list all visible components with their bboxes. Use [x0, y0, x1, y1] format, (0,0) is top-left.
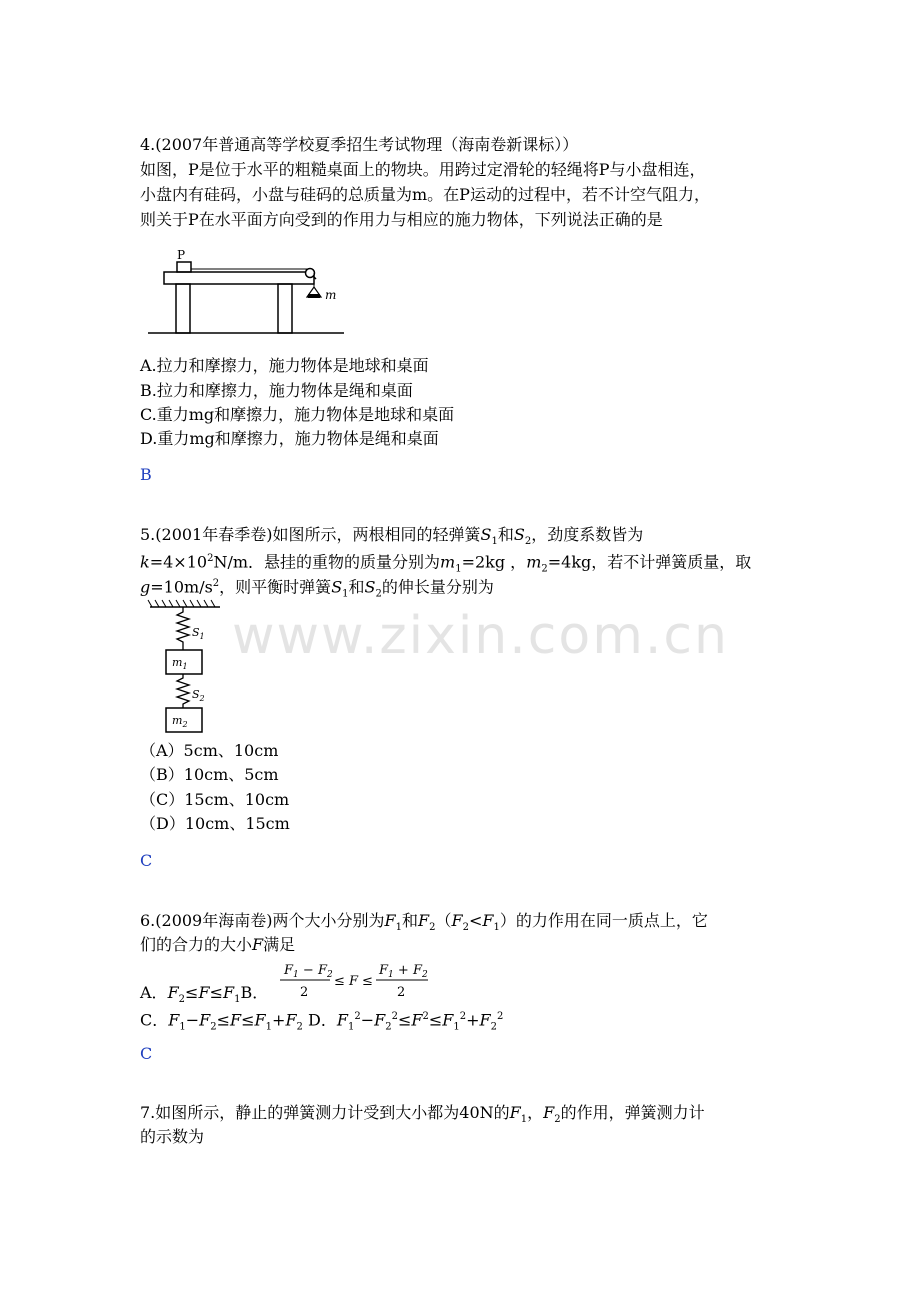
- q5-option-d: （D）10cm、15cm: [140, 814, 290, 833]
- q5-option-a: （A）5cm、10cm: [140, 741, 279, 760]
- svg-text:2: 2: [300, 985, 309, 1000]
- q6-text-line: 们的合力的大小F满足: [140, 935, 296, 954]
- svg-text:F1 + F2: $F_1 + F_2$: [379, 963, 428, 980]
- fig-label-m1: $m_1$: [172, 656, 188, 671]
- q4-text-line: 如图，P是位于水平的粗糙桌面上的物块。用跨过定滑轮的轻绳将P与小盘相连，: [140, 160, 706, 179]
- q7-text-line: 的示数为: [140, 1127, 205, 1146]
- q6-option-cd: C．$F_1-F_2\le F\le F_1+F_2$ D．$F_1^2-F_2^2\le F^2\le F_1^2+F_2^2$: [140, 1010, 504, 1033]
- q4-text-line: 小盘内有硅码，小盘与硅码的总质量为m。在P运动的过程中，若不计空气阻力，: [140, 185, 710, 204]
- q6-option-b-formula: [276, 958, 432, 1002]
- q5-option-b: （B）10cm、5cm: [140, 765, 279, 784]
- svg-text:≤: ≤: [362, 974, 373, 989]
- fig-label-p: P: [177, 248, 186, 262]
- svg-text:F1 − F2: $F_1 - F_2$: [284, 963, 333, 980]
- fig-label-m2: $m_2$: [172, 714, 188, 729]
- q4-answer: B: [140, 465, 152, 484]
- table-pulley-figure: [146, 247, 348, 337]
- watermark: www.zixin.com.cn: [232, 606, 729, 666]
- q5-answer: C: [140, 851, 153, 870]
- q5-option-c: （C）15cm、10cm: [140, 790, 290, 809]
- svg-text:F: F: [349, 974, 359, 989]
- svg-text:2: 2: [397, 985, 406, 1000]
- q6-header: 6.(2009年海南卷)两个大小分别为$F_1$和$F_2(F_2<F_1)$的力作用在同一质点上，它: [140, 911, 708, 934]
- q4-header: 4.(2007年普通高等学校夏季招生考试物理（海南卷新课标））: [140, 135, 579, 154]
- q5-header: 5.(2001年春季卷)如图所示，两根相同的轻弹簧$S_1$和$S_2$，劲度系数皆为: [140, 525, 644, 548]
- q5-text-line: $k=4\times 10^2N/m$．悬挂的重物的质量分别为$m_1=2kg$ ，$m_2=4kg$，若不计弹簧质量，取: [140, 552, 752, 575]
- q4-option-b: B.拉力和摩擦力，施力物体是绳和桌面: [140, 381, 413, 400]
- q6-option-a: A．$F_2\le F\le F_1B$．: [140, 983, 269, 1006]
- q4-text-line: 则关于P在水平面方向受到的作用力与相应的施力物体，下列说法正确的是: [140, 210, 663, 229]
- q6-answer: C: [140, 1044, 153, 1063]
- q4-option-a: A.拉力和摩擦力，施力物体是地球和桌面: [140, 356, 429, 375]
- spring-mass-figure: [146, 598, 230, 734]
- q4-option-c: C.重力mg和摩擦力，施力物体是地球和桌面: [140, 405, 455, 424]
- fig-label-s2: $S_2$: [192, 688, 205, 703]
- fig-label-m: m: [325, 288, 337, 302]
- q5-text-line: $g=10m/s^2$，则平衡时弹簧$S_1$和$S_2$的伸长量分别为: [140, 577, 494, 600]
- q4-option-d: D.重力mg和摩擦力，施力物体是绳和桌面: [140, 429, 439, 448]
- q7-header: 7.如图所示，静止的弹簧测力计受到大小都为40N的$F_1$，$F_2$的作用，弹簧测力计: [140, 1103, 705, 1126]
- svg-text:≤: ≤: [334, 974, 345, 989]
- fig-label-s1: $S_1$: [192, 626, 205, 641]
